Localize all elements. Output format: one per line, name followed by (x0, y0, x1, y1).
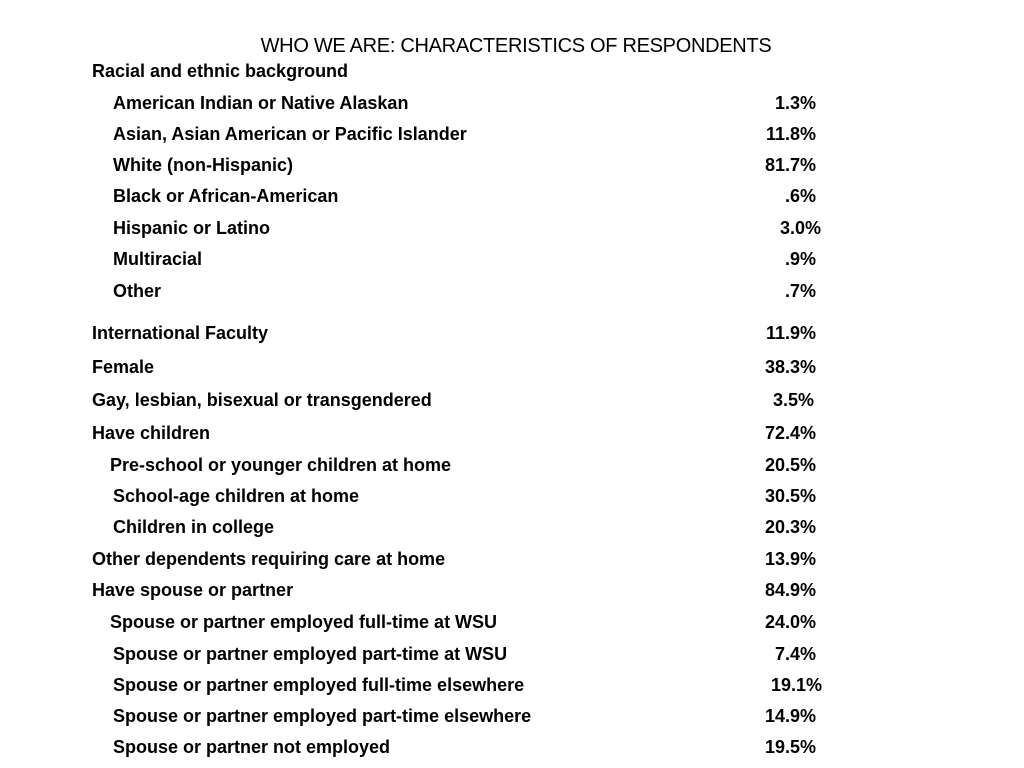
section-heading (0, 59, 1024, 83)
row-label: Spouse or partner employed part-time elsewhere (113, 706, 532, 726)
row-value: 1.3% (774, 93, 816, 113)
row-spouse-fulltime-wsu (0, 610, 1024, 634)
row-value: 81.7% (764, 155, 816, 175)
row-value: .6% (784, 186, 816, 206)
race-row-american-indian (0, 91, 1024, 115)
row-value: 3.0% (779, 218, 821, 238)
row-spouse-parttime-elsewhere (0, 704, 1024, 728)
row-school-age-children (0, 484, 1024, 508)
row-label: White (non-Hispanic) (113, 155, 293, 175)
row-label: American Indian or Native Alaskan (113, 93, 409, 113)
row-label: Black or African-American (113, 186, 339, 206)
row-label: Multiracial (113, 249, 203, 269)
row-label: Spouse or partner not employed (113, 737, 391, 757)
row-label: Spouse or partner employed part-time at WSU (113, 644, 508, 664)
row-value: 24.0% (764, 612, 816, 632)
race-row-white (0, 153, 1024, 177)
row-label: Pre-school or younger children at home (110, 455, 452, 475)
row-value: 20.5% (764, 455, 816, 475)
race-row-multiracial (0, 247, 1024, 271)
race-row-black (0, 184, 1024, 208)
race-row-hispanic (0, 216, 1024, 240)
row-label: Have children (92, 423, 211, 443)
row-label: Hispanic or Latino (113, 218, 271, 238)
row-label: Other dependents requiring care at home (92, 549, 446, 569)
row-children-in-college (0, 515, 1024, 539)
row-other-dependents (0, 547, 1024, 571)
row-have-children (0, 421, 1024, 445)
row-label: School-age children at home (113, 486, 360, 506)
row-label: Children in college (113, 517, 275, 537)
row-value: 11.9% (765, 323, 816, 343)
row-label: Spouse or partner employed full-time at WSU (110, 612, 498, 632)
row-value: 19.1% (770, 675, 822, 695)
row-label: Other (113, 281, 162, 301)
row-label: Have spouse or partner (92, 580, 294, 600)
row-spouse-partner (0, 578, 1024, 602)
row-value: 72.4% (764, 423, 816, 443)
row-value: 7.4% (774, 644, 816, 664)
page-title: WHO WE ARE: CHARACTERISTICS OF RESPONDENTS (260, 35, 772, 57)
row-value: 19.5% (764, 737, 816, 757)
row-value: 11.8% (765, 124, 816, 144)
section-heading-label: Racial and ethnic background (92, 61, 349, 81)
row-label: Female (92, 357, 155, 377)
row-label: Gay, lesbian, bisexual or transgendered (92, 390, 432, 410)
row-spouse-fulltime-elsewhere (0, 673, 1024, 697)
row-value: 20.3% (764, 517, 816, 537)
row-value: 13.9% (764, 549, 816, 569)
row-value: .9% (784, 249, 816, 269)
row-preschool-children (0, 453, 1024, 477)
row-value: 30.5% (764, 486, 816, 506)
row-value: 3.5% (772, 390, 814, 410)
row-lgbt (0, 388, 1024, 412)
race-row-other (0, 279, 1024, 303)
row-spouse-parttime-wsu (0, 642, 1024, 666)
row-value: 14.9% (764, 706, 816, 726)
row-label: Spouse or partner employed full-time elsewhere (113, 675, 525, 695)
row-value: .7% (784, 281, 816, 301)
row-value: 84.9% (764, 580, 816, 600)
row-female (0, 355, 1024, 379)
row-label: Asian, Asian American or Pacific Islander (113, 124, 467, 144)
row-international-faculty (0, 321, 1024, 345)
row-value: 38.3% (764, 357, 816, 377)
row-label: International Faculty (92, 323, 269, 343)
race-row-asian (0, 122, 1024, 146)
row-spouse-not-employed (0, 735, 1024, 759)
